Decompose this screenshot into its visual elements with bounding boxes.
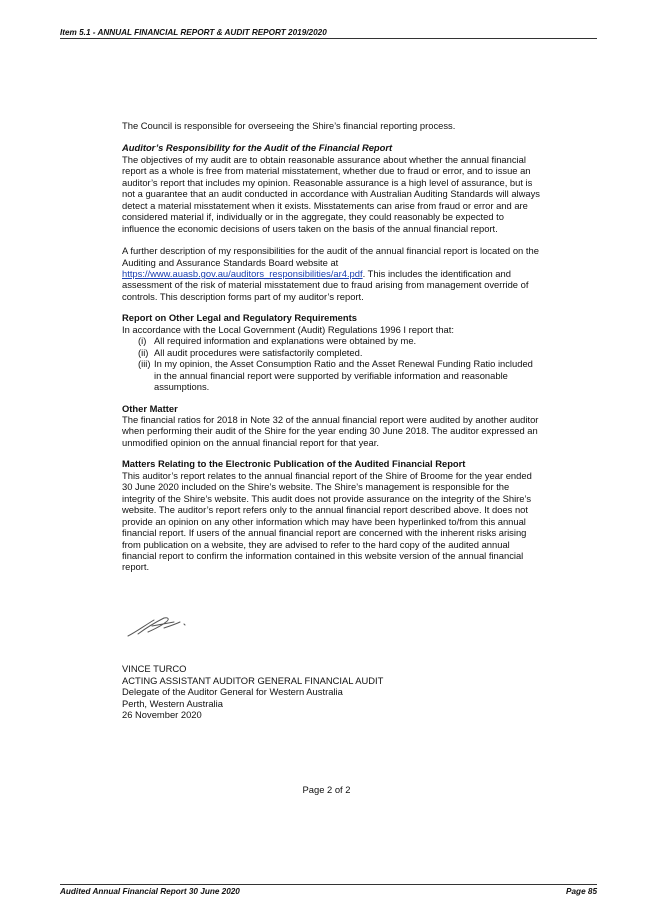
page-footer [60,884,597,896]
list-item [122,335,540,346]
list-item-number: (i) [138,335,147,347]
legal-list [122,335,540,392]
signatory-delegate: Delegate of the Auditor General for Western Australia [122,686,343,698]
signatory-date: 26 November 2020 [122,709,202,721]
list-item-text: In my opinion, the Asset Consumption Ratio and the Asset Renewal Funding Ratio included in the annual financial report were supported by verifiable information and reasonable assumptions. [154,358,533,393]
page-header [60,28,597,39]
list-item-text: All audit procedures were satisfactorily completed. [154,346,363,358]
auasb-link[interactable]: https://www.auasb.gov.au/auditors_responsibilities/ar4.pdf [122,267,363,279]
list-item-number: (ii) [138,346,149,358]
signatory-name: VINCE TURCO [122,663,187,674]
list-item [122,358,540,392]
other-matter-heading: Other Matter [122,402,178,414]
page-number: Page 2 of 2 [302,784,351,795]
signatory-location: Perth, Western Australia [122,697,223,709]
list-item-text: All required information and explanations were obtained by me. [154,335,417,347]
electronic-publication-heading: Matters Relating to the Electronic Publication of the Audited Financial Report [122,458,466,470]
further-description-text: A further description of my responsibilities for the audit of the annual financial report is located on the Auditing and Assurance Standards Board website at [122,245,539,268]
auditor-responsibility-paragraph: The objectives of my audit are to obtain reasonable assurance about whether the annual financial report as a whole is free from material misstatement, whether due to fraud or error, and to issue an auditor’s report that includes my opinion. Reasonable assurance is a high level of assurance, but is not a guarantee that an audit conducted in accordance with Australian Auditing Standards will always detect a material misstatement when it exists. Misstatements can arise from fraud or error and are considered material if, individually or in the aggregate, they could reasonably be expected to influence the economic decisions of users taken on the basis of the annual financial report. [122,153,540,234]
footer-page: Page 85 [566,887,597,896]
signatory-title: ACTING ASSISTANT AUDITOR GENERAL FINANCIAL AUDIT [122,674,384,686]
signatory-block [122,663,522,721]
footer-title: Audited Annual Financial Report 30 June 2020 [60,887,240,896]
other-matter-paragraph: The financial ratios for 2018 in Note 32 of the annual financial report were audited by another auditor when performing their audit of the Shire for the year ending 30 June 2018. The auditor expressed an unmodified opinion on the annual financial report for that year. [122,413,539,448]
auditor-responsibility-heading: Auditor’s Responsibility for the Audit of the Financial Report [122,142,393,154]
legal-intro: In accordance with the Local Government (Audit) Regulations 1996 I report that: [122,323,454,335]
further-description-text-end: . This includes the identification and assessment of the risk of material misstatement due to fraud arising from management override of controls. This description forms part of my auditor’s report. [122,267,529,302]
intro-paragraph: The Council is responsible for overseeing the Shire’s financial reporting process. [122,120,456,131]
report-body [122,120,540,573]
list-item [122,347,540,358]
further-description-paragraph [122,245,540,302]
header-title: Item 5.1 - ANNUAL FINANCIAL REPORT & AUDIT REPORT 2019/2020 [60,28,327,37]
legal-heading: Report on Other Legal and Regulatory Requirements [122,312,357,324]
list-item-number: (iii) [138,358,151,370]
electronic-publication-paragraph: This auditor’s report relates to the annual financial report of the Shire of Broome for the year ended 30 June 2020 included on the Shire’s website. The Shire’s management is responsible for the integrity of the Shire’s website. This audit does not provide assurance on the integrity of the Shire’s website. The auditor’s report refers only to the annual financial report described above. It does not provide an opinion on any other information which may have been hyperlinked to/from this annual financial report. If users of the annual financial report are concerned with the inherent risks arising from publication on a website, they are advised to refer to the hard copy of the audited annual financial report to confirm the information contained in this website version of the annual financial report. [122,469,532,573]
signature-image [124,610,194,642]
